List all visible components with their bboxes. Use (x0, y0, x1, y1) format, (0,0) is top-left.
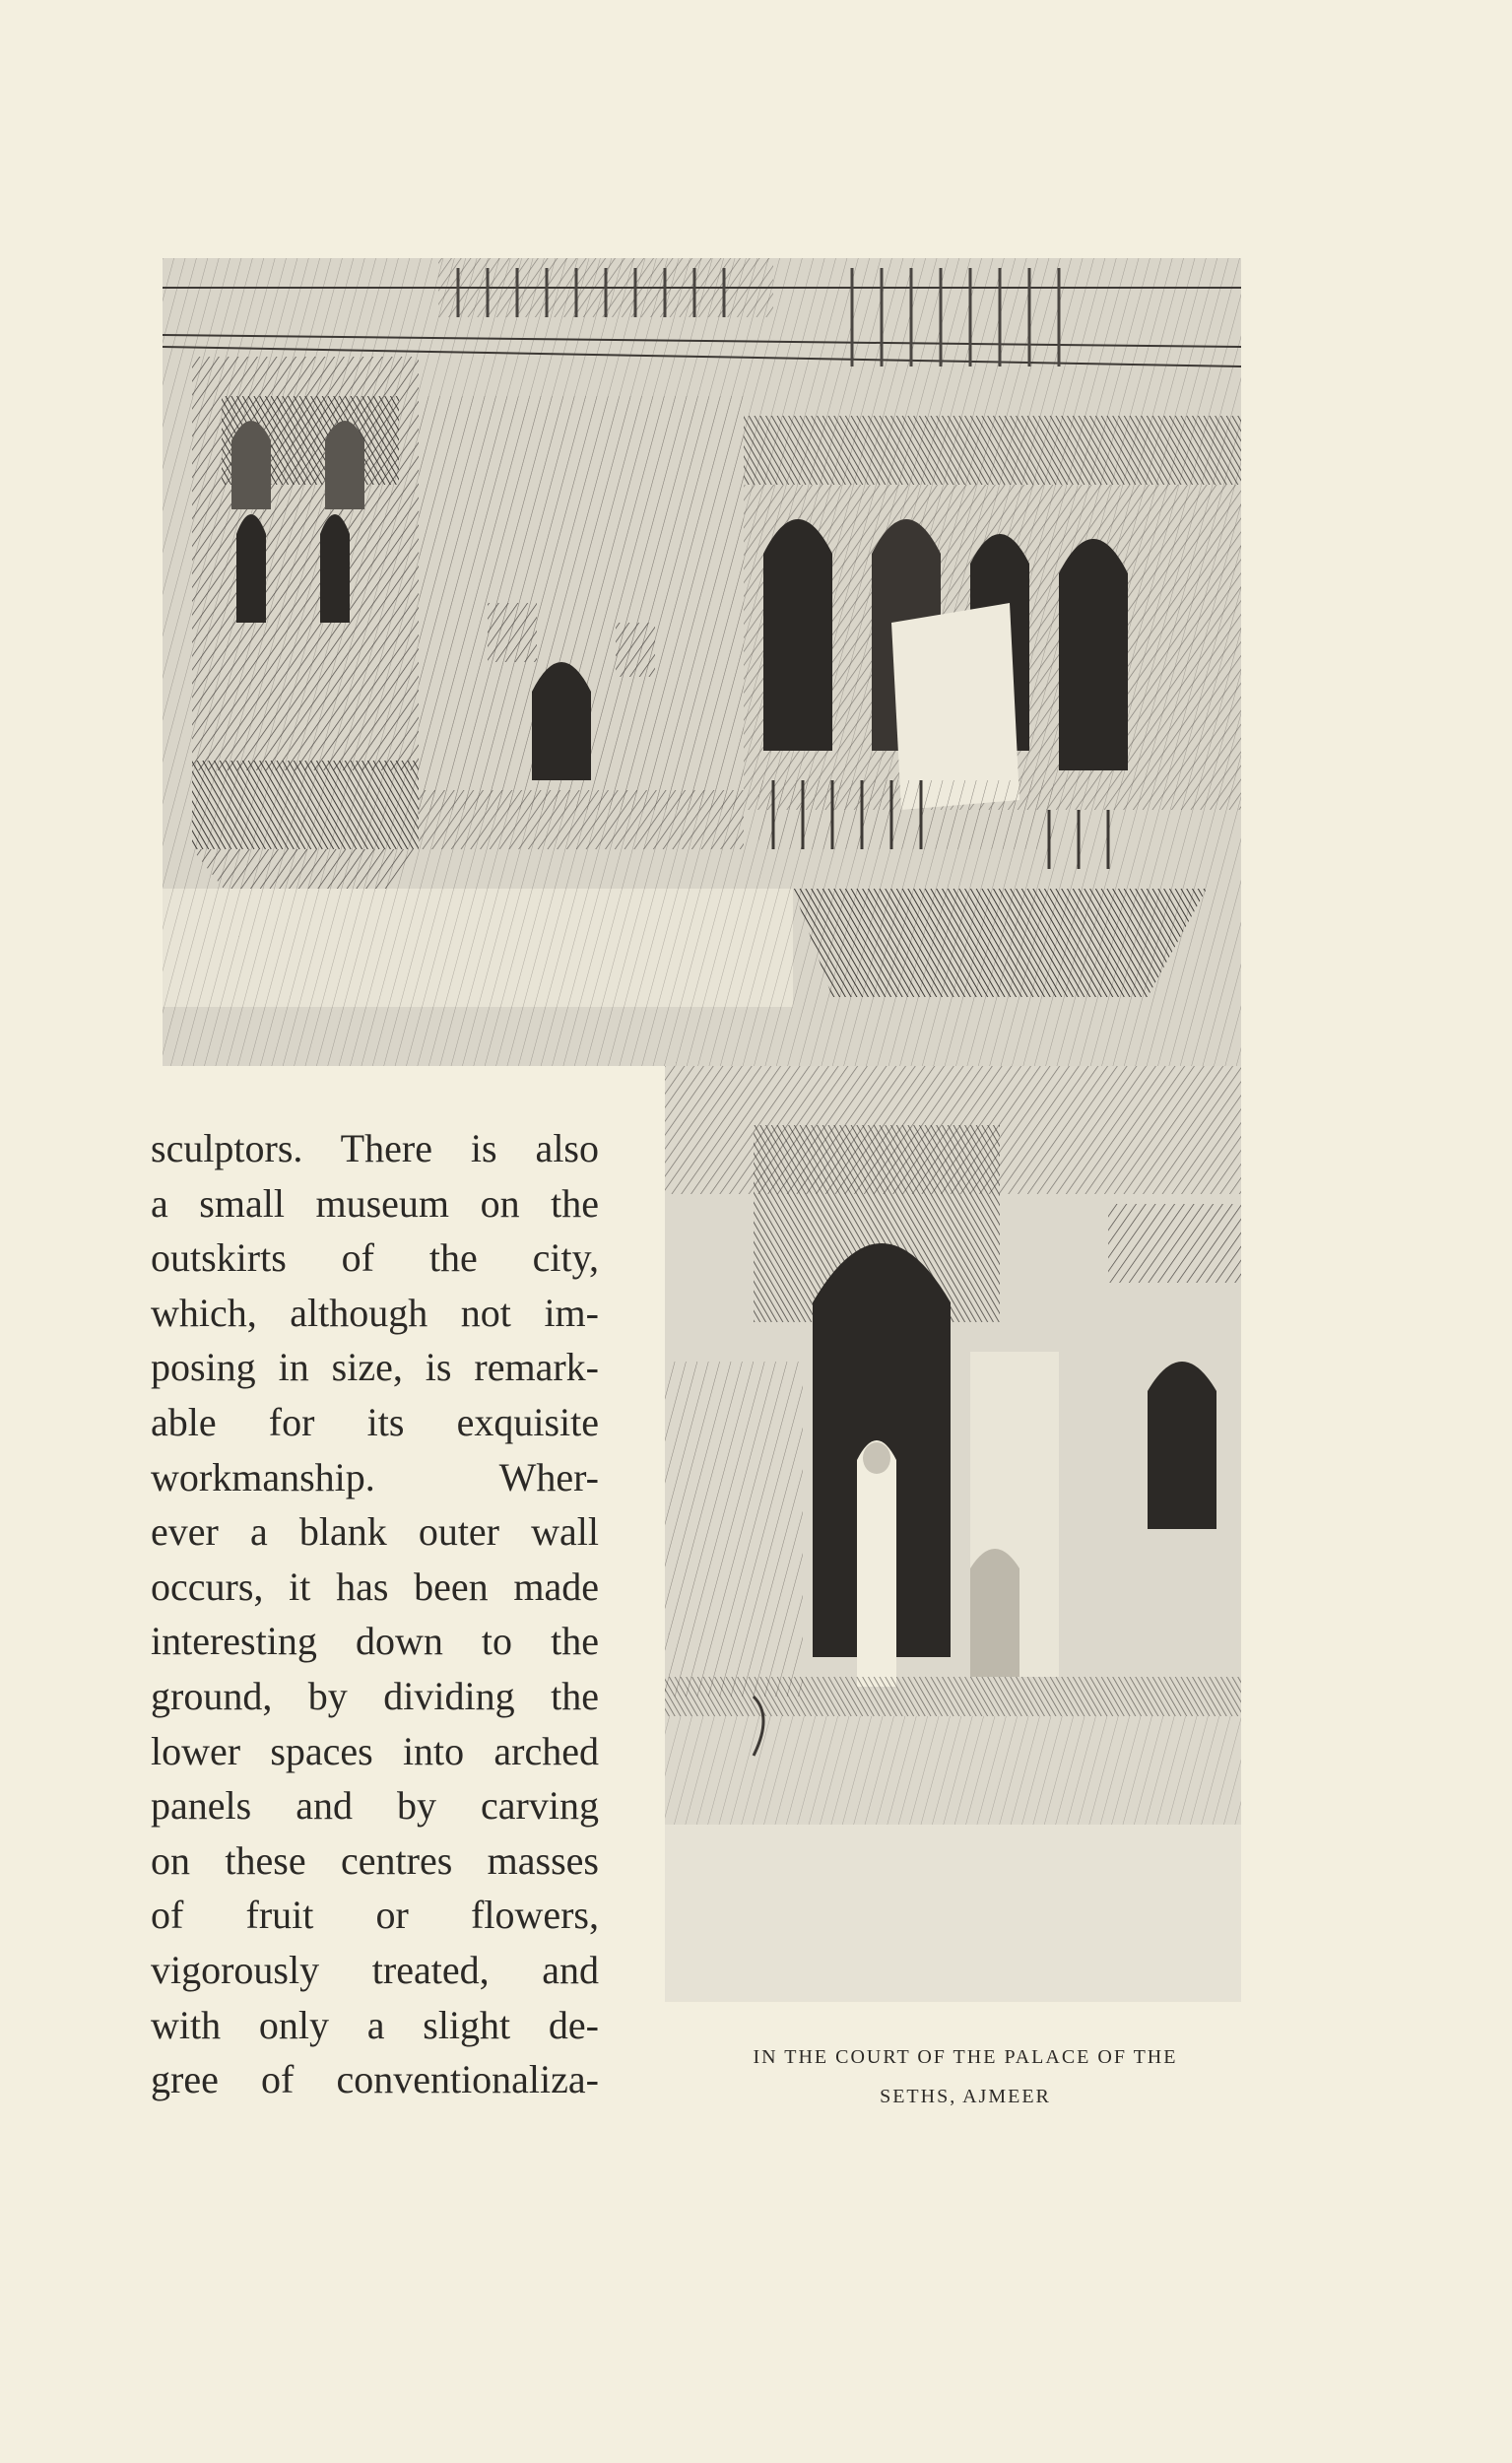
text-line: interesting down to the (151, 1619, 599, 1664)
illustration-caption (680, 2037, 1251, 2116)
text-line: able for its exquisite (151, 1399, 599, 1444)
body-text (151, 1121, 599, 2107)
text-line: outskirts of the city, (151, 1235, 599, 1281)
text-line: ever a blank outer wall (151, 1509, 599, 1555)
text-line: gree of conventionaliza- (151, 2057, 599, 2102)
text-line: occurs, it has been made (151, 1564, 599, 1609)
text-line: with only a slight de- (151, 2002, 599, 2047)
text-line: vigorously treated, and (151, 1947, 599, 1992)
text-line: ground, by dividing the (151, 1673, 599, 1718)
text-line: of fruit or flowers, (151, 1893, 599, 1938)
text-line: lower spaces into arched (151, 1728, 599, 1773)
caption-line-1: IN THE COURT OF THE PALACE OF THE (753, 2046, 1178, 2068)
text-line: workmanship. Wher- (151, 1454, 599, 1499)
text-line: sculptors. There is also (151, 1126, 599, 1170)
text-line: on these centres masses (151, 1837, 599, 1883)
text-line: which, although not im- (151, 1290, 599, 1335)
text-line: posing in size, is remark- (151, 1345, 599, 1390)
caption-line-2: SETHS, AJMEER (880, 2086, 1051, 2107)
text-line: a small museum on the (151, 1180, 599, 1226)
text-line: panels and by carving (151, 1783, 599, 1829)
